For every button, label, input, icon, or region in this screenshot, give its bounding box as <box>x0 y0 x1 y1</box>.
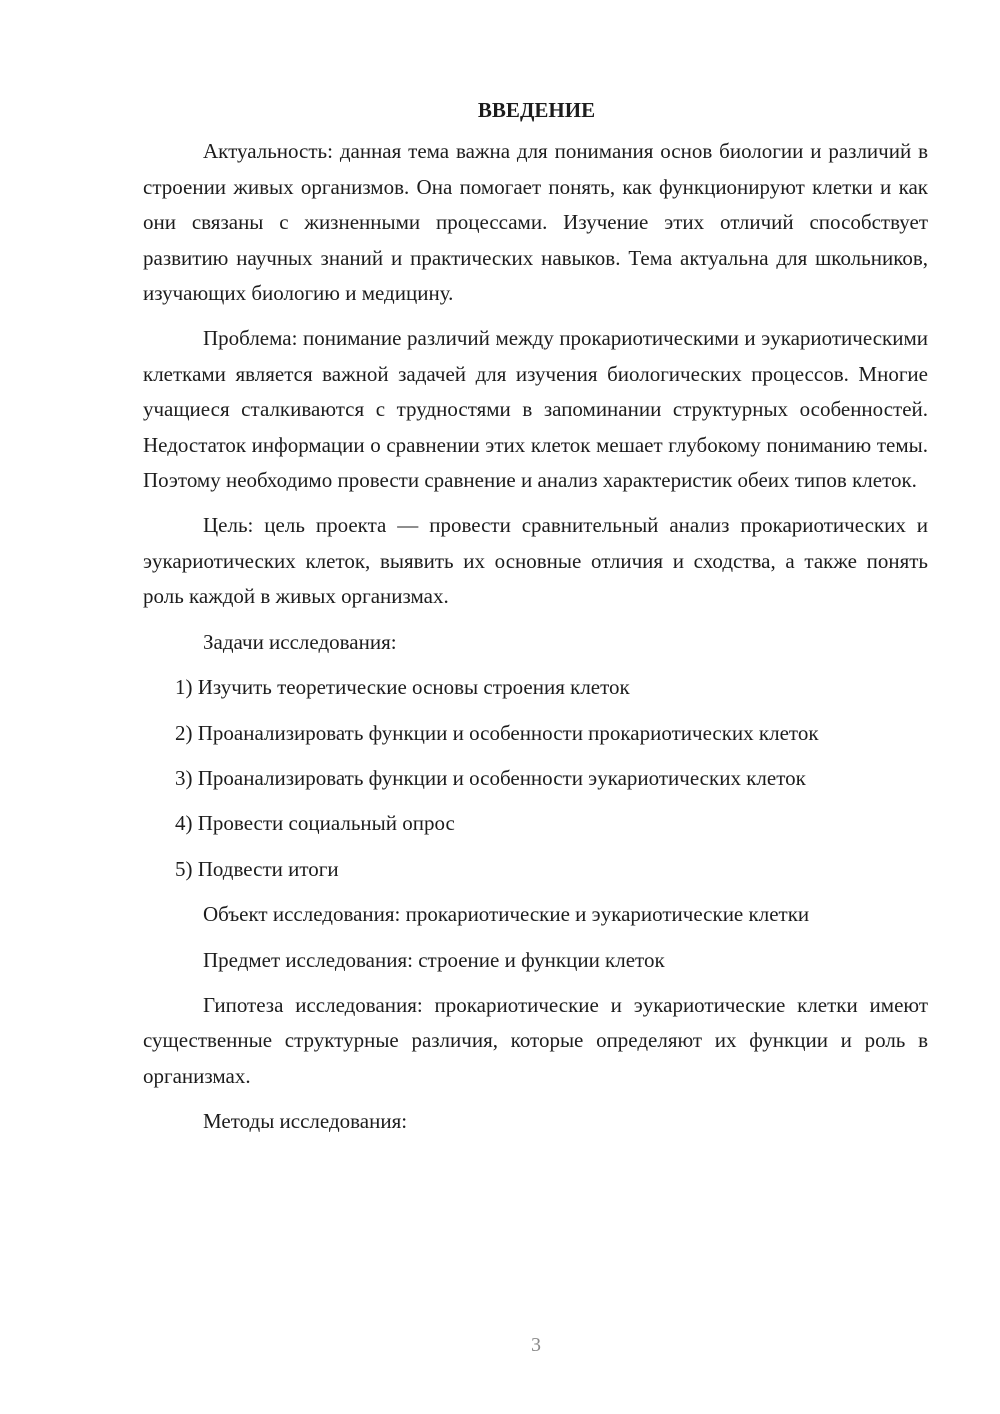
problem-paragraph: Проблема: понимание различий между прокариотическими и эукариотическими клетками является важной задачей для изучения биологических процессов. Многие учащиеся сталкиваются с трудностями в запоминании структурных особенностей. Недостаток информации о сравнении этих клеток мешает глубокому пониманию темы. Поэтому необходимо провести сравнение и анализ характеристик обеих типов клеток. <box>143 326 928 493</box>
task-item-3: 3) Проанализировать функции и особенности эукариотических клеток <box>175 765 806 790</box>
section-title: ВВЕДЕНИЕ <box>477 98 596 122</box>
subject-paragraph: Предмет исследования: строение и функции клеток <box>203 947 665 972</box>
task-item-4: 4) Провести социальный опрос <box>175 811 455 836</box>
task-item-1: 1) Изучить теоретические основы строения клеток <box>175 675 630 700</box>
task-item-5: 5) Подвести итоги <box>175 856 339 881</box>
relevance-paragraph: Актуальность: данная тема важна для понимания основ биологии и различий в строении живых организмов. Она помогает понять, как функционируют клетки и как они связаны с жизненными процессами. Изучение этих отличий способствует развитию научных знаний и практических навыков. Тема актуальна для школьников, изучающих биологию и медицину. <box>143 139 928 306</box>
task-item-2: 2) Проанализировать функции и особенности прокариотических клеток <box>175 720 819 745</box>
hypothesis-paragraph: Гипотеза исследования: прокариотические и эукариотические клетки имеют существенные структурные различия, которые определяют их функции и роль в организмах. <box>143 992 928 1088</box>
goal-paragraph: Цель: цель проекта — провести сравнительный анализ прокариотических и эукариотических клеток, выявить их основные отличия и сходства, а также понять роль каждой в живых организмах. <box>143 513 928 609</box>
page-number: 3 <box>531 1334 541 1356</box>
tasks-heading: Задачи исследования: <box>203 629 397 654</box>
document-page <box>143 93 928 1150</box>
methods-heading: Методы исследования: <box>203 1109 408 1134</box>
object-paragraph: Объект исследования: прокариотические и эукариотические клетки <box>203 902 810 927</box>
